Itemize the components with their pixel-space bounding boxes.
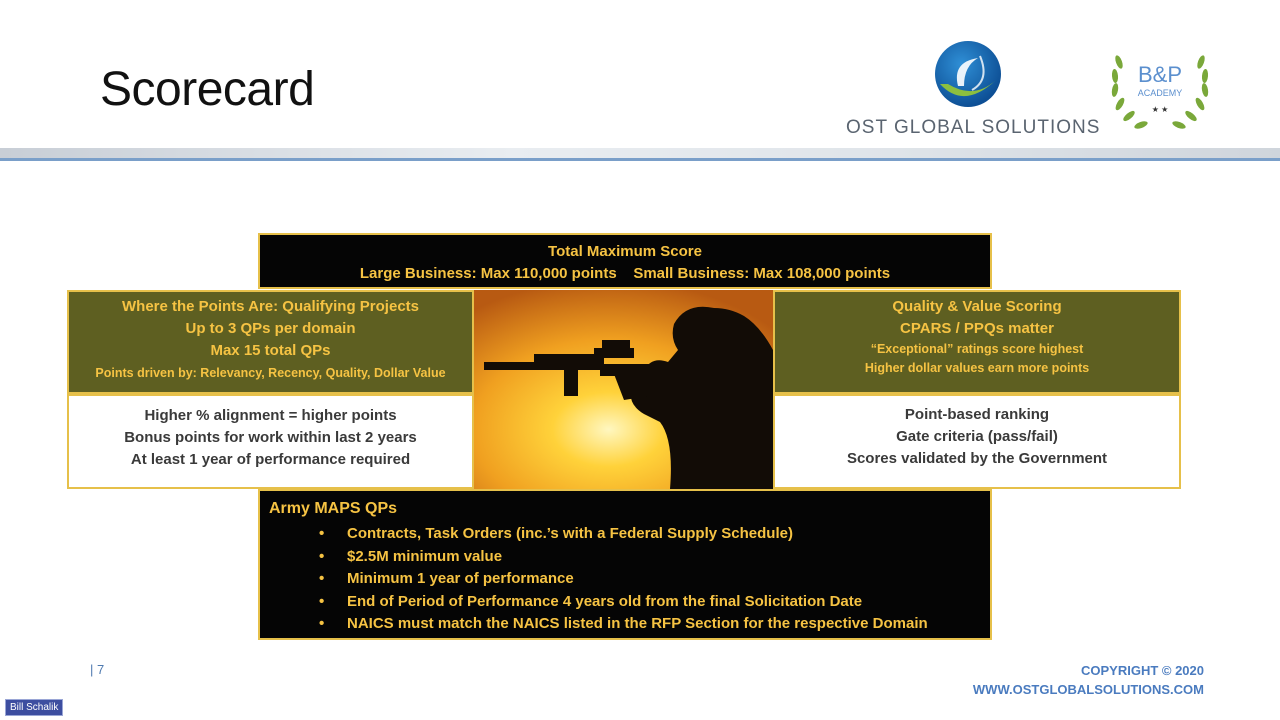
copyright-text: COPYRIGHT © 2020 <box>1080 663 1204 678</box>
quality-detail-1: Point-based ranking <box>904 406 1050 423</box>
army-maps-box <box>258 489 992 640</box>
qualifying-line-3: Points driven by: Relevancy, Recency, Quality, Dollar Value <box>95 366 446 380</box>
slide-title: Scorecard <box>100 63 315 116</box>
quality-line-1: CPARS / PPQs matter <box>900 320 1054 337</box>
qualifying-detail-2: Bonus points for work within last 2 years <box>124 429 417 446</box>
total-score-line: Large Business: Max 110,000 points Small Business: Max 108,000 points <box>359 265 891 282</box>
total-score-box <box>258 233 992 289</box>
qualifying-line-2: Max 15 total QPs <box>210 342 331 359</box>
qualifying-projects-box <box>67 290 474 394</box>
maps-list <box>269 523 990 636</box>
quality-line-3: Higher dollar values earn more points <box>864 361 1090 375</box>
maps-heading: Army MAPS QPs <box>269 500 398 517</box>
quality-detail-2: Gate criteria (pass/fail) <box>896 428 1058 445</box>
svg-text:★ ★: ★ ★ <box>1151 105 1169 114</box>
header-band <box>0 148 1280 158</box>
qualifying-detail-3: At least 1 year of performance required <box>130 451 411 468</box>
copyright-block <box>973 661 1204 699</box>
list-item: • $2.5M minimum value <box>347 546 990 569</box>
qualifying-line-1: Up to 3 QPs per domain <box>185 320 356 337</box>
total-score-heading: Total Maximum Score <box>548 243 702 260</box>
soldier-silhouette-image <box>474 290 773 489</box>
list-item: • NAICS must match the NAICS listed in the RFP Section for the respective Domain <box>347 613 990 636</box>
list-item: • Minimum 1 year of performance <box>347 568 990 591</box>
ost-company-name: OST GLOBAL SOLUTIONS <box>846 117 1101 138</box>
quality-value-box <box>773 290 1181 394</box>
quality-detail-3: Scores validated by the Government <box>846 450 1108 467</box>
qualifying-details-box <box>67 394 474 489</box>
quality-details-box <box>773 394 1181 489</box>
list-item: • End of Period of Performance 4 years old from the final Solicitation Date <box>347 591 990 614</box>
bp-academy-logo <box>1105 40 1215 140</box>
quality-line-2: “Exceptional” ratings score highest <box>870 342 1084 356</box>
list-item: • Contracts, Task Orders (inc.’s with a Federal Supply Schedule) <box>347 523 990 546</box>
qualifying-detail-1: Higher % alignment = higher points <box>144 407 397 424</box>
qualifying-heading: Where the Points Are: Qualifying Projects <box>122 298 419 315</box>
ost-globe-logo <box>934 40 1002 108</box>
bp-logo-main-text: B&P <box>1137 62 1183 87</box>
header-divider <box>0 158 1280 161</box>
page-number: | 7 <box>90 662 105 677</box>
quality-heading: Quality & Value Scoring <box>892 298 1062 315</box>
website-link[interactable]: WWW.OSTGLOBALSOLUTIONS.COM <box>972 682 1204 697</box>
presenter-name-tag: Bill Schalik <box>5 699 63 716</box>
bp-logo-sub-text: ACADEMY <box>1137 88 1183 98</box>
